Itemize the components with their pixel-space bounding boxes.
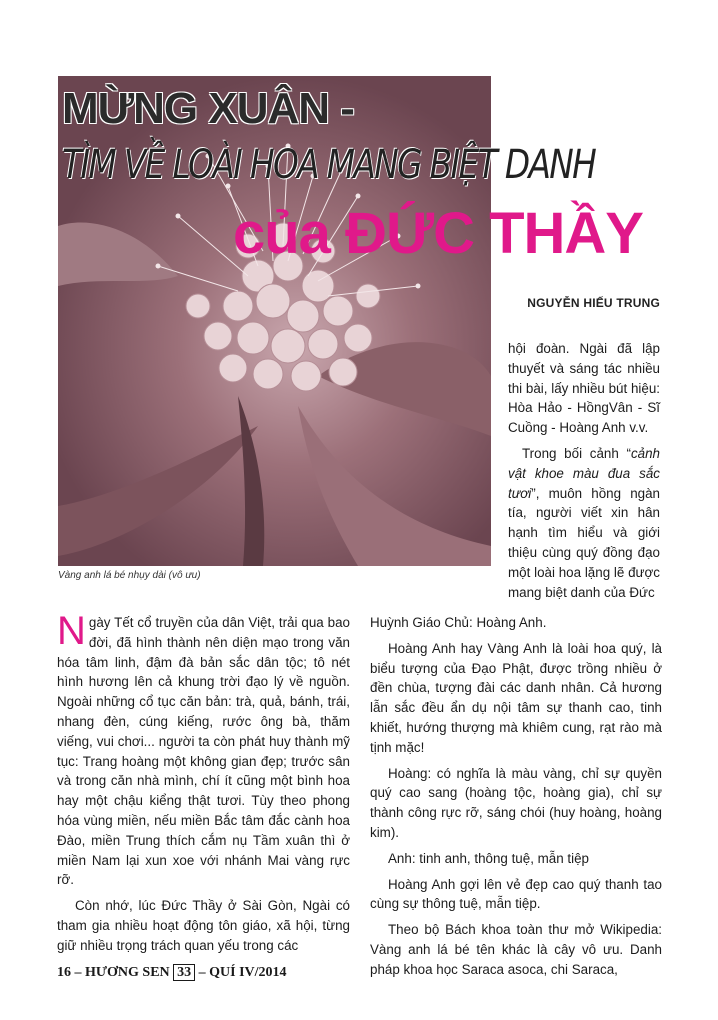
paragraph: Còn nhớ, lúc Đức Thầy ở Sài Gòn, Ngài có tham gia nhiều hoạt động tôn giáo, xã hội, từng giữ nhiều trọng trách quan yếu trong các bbox=[57, 898, 350, 953]
quoted-phrase: cảnh vật khoe màu đua sắc tươi bbox=[508, 445, 660, 501]
title-line-3-part-1: của bbox=[233, 201, 346, 266]
paragraph-start: Trong bối cảnh “ bbox=[522, 445, 631, 461]
photo-caption: Vàng anh lá bé nhụy dài (vô ưu) bbox=[58, 570, 201, 581]
title-line-3-part-2: ĐỨC bbox=[345, 201, 474, 266]
paragraph-text: gày Tết cổ truyền của dân Việt, trải qua bao đời, đã hình thành nên diện mạo trong văn hóa tâm linh, đậm đà bản sắc dân tộc; tô nét hình hương lên cả khung trời đạo lý về nguồn. Ngoài những cổ tục căn bản: trà, quả, bánh, trái, nhang đèn, cúng kiếng, rước ông bà, thăm viếng, vui chơi... người ta còn phát huy thành mỹ tục: Trang hoàng một không gian đẹp; trước sân và trong căn nhà mình, chí ít cũng một bình hoa hay một chậu kiểng thật tươi. Tùy theo phong hóa vùng miền, nếu miền Bắc tâm đắc cành hoa Đào, miền Trung thích cắm nụ Tầm xuân thì ở miền Nam lại xun xoe với nhánh Mai vàng rực rỡ. bbox=[57, 615, 350, 888]
left-column bbox=[57, 609, 350, 962]
page-number: 16 bbox=[57, 965, 71, 980]
issue-date: – QUÍ IV/2014 bbox=[195, 965, 287, 980]
drop-cap: N bbox=[57, 609, 86, 653]
title-line-3 bbox=[233, 200, 643, 267]
paragraph-end: ”, muôn hồng ngàn tía, người viết xin hân hạnh tìm hiểu và giới thiệu cùng quý đồng đạo một loài hoa lặng lẽ được mang biệt danh của Đức bbox=[508, 485, 660, 600]
paragraph: hội đoàn. Ngài đã lập thuyết và sáng tác nhiều thi bài, lấy nhiều bút hiệu: Hòa Hảo - HồngVân - Sĩ Cuồng - Hoàng Anh v.v. bbox=[508, 341, 660, 436]
right-column-bottom bbox=[370, 613, 662, 986]
paragraph: Hoàng Anh hay Vàng Anh là loài hoa quý, là biểu tượng của Đạo Phật, được trồng nhiều ở đền chùa, tượng đài các danh nhân. Cả hương lẫn sắc đều ẩn dụ nội tâm sự thanh cao, tinh khiết, hướng thượng mà khiêm cung, rạt rào mà tịnh mặc! bbox=[370, 640, 662, 755]
paragraph bbox=[57, 609, 350, 890]
paragraph: Anh: tinh anh, thông tuệ, mẫn tiệp bbox=[388, 850, 590, 866]
author-name: NGUYỄN HIẾU TRUNG bbox=[527, 296, 660, 310]
paragraph: Theo bộ Bách khoa toàn thư mở Wikipedia: Vàng anh lá bé tên khác là cây vô ưu. Danh pháp khoa học Saraca asoca, chi Saraca, bbox=[370, 922, 662, 977]
title-line-2: TÌM VỀ LOÀI HOA MANG BIỆT DANH bbox=[62, 142, 596, 188]
paragraph: Huỳnh Giáo Chủ: Hoàng Anh. bbox=[370, 615, 547, 630]
magazine-name: – HƯƠNG SEN bbox=[71, 965, 174, 980]
title-line-1: MỪNG XUÂN - bbox=[62, 84, 354, 133]
paragraph: Hoàng: có nghĩa là màu vàng, chỉ sự quyền quý cao sang (hoàng tộc, hoàng gia), chỉ sự thành công rực rỡ, sáng chói (huy hoàng, hoàng kim). bbox=[370, 765, 662, 840]
paragraph bbox=[508, 444, 660, 602]
title-line-3-part-3: THẦY bbox=[473, 201, 643, 266]
issue-number: 33 bbox=[173, 964, 195, 981]
paragraph: Hoàng Anh gợi lên vẻ đẹp cao quý thanh tao cùng sự thông tuệ, mẫn tiệp. bbox=[370, 876, 662, 912]
page-footer bbox=[57, 964, 287, 981]
right-column-top bbox=[508, 339, 660, 608]
